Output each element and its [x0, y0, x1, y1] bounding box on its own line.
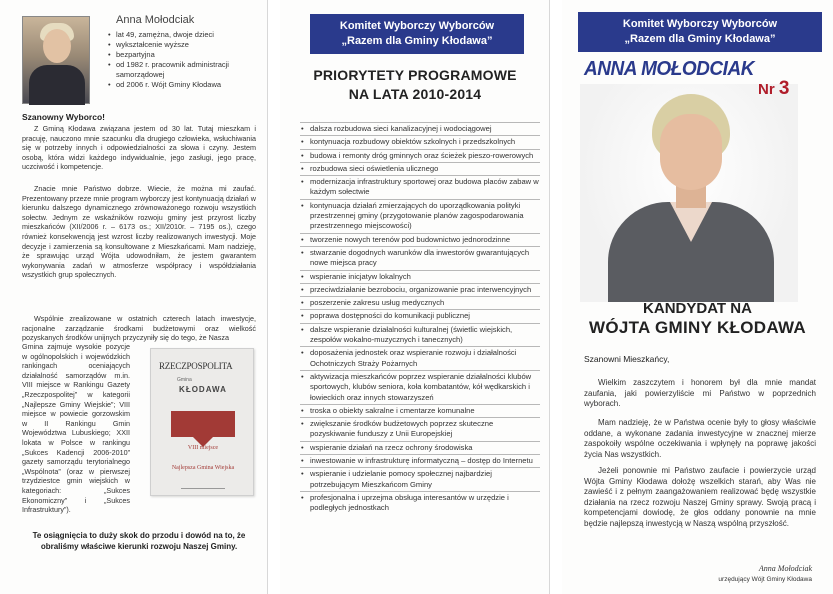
candidate-portrait	[580, 84, 798, 302]
priorities-title-line2: NA LATA 2010-2014	[348, 86, 482, 102]
committee-line2: „Razem dla Gminy Kłodawa”	[341, 35, 493, 47]
candidate-number-label: Nr	[758, 81, 775, 98]
bio-item: • bezpartyjna	[108, 50, 260, 60]
priority-item: • rozbudowa sieci oświetlenia ulicznego	[300, 162, 540, 175]
priority-item: • poprawa dostępności do komunikacji publicznej	[300, 309, 540, 322]
committee-banner	[578, 12, 822, 52]
priority-item: • wspieranie inicjatyw lokalnych	[300, 270, 540, 283]
committee-banner	[310, 14, 524, 54]
priority-item: • tworzenie nowych terenów pod budownictwo jednorodzinne	[300, 233, 540, 246]
candidate-title-line2: WÓJTA GMINY KŁODAWA	[589, 318, 806, 337]
priority-item: • dalsze wspieranie działalności kulturalnej (świetlic wiejskich, zespołów wokalno-muzycznych i tanecznych)	[300, 323, 540, 347]
letter-greeting: Szanowni Mieszkańcy,	[584, 354, 670, 364]
bio-item: • od 1982 r. pracownik administracji samorządowej	[108, 60, 260, 80]
priority-item: • dalsza rozbudowa sieci kanalizacyjnej i wodociągowej	[300, 122, 540, 135]
priority-item: • inwestowanie w infrastrukturę informatyczną – dostęp do Internetu	[300, 454, 540, 467]
priority-item: • stwarzanie dogodnych warunków dla inwestorów gwarantujących nowe miejsca pracy	[300, 246, 540, 270]
award-title: Najlepsza Gmina Wiejska	[171, 465, 235, 471]
priority-item: • wspieranie działań na rzecz ochrony środowiska	[300, 441, 540, 454]
ribbon-icon	[171, 411, 235, 437]
letter-paragraph: Znacie mnie Państwo dobrze. Wiecie, że można mi zaufać. Prezentowany przeze mnie program wyborczy jest kontynuacją działań w kierunku dalszego dynamicznego zrównoważonego rozwoju wszystkich sołectw. Jednym ze wskaźników rozwoju gminy jest przyrost liczby mieszkańców (XII/2006 r. – 6173 os.; XII/2010r. – 7195 os.), czego również konsekwencją jest wzrost liczby realizowanych inwestycji. Moje decyzje i zamierzenia są konsultowane z Mieszkańcami. Mam nadzieję, że sprawując urząd Wójta udowodniłam, że jestem gwarantem wykonywania zadań w atmosferze współpracy i współdziałania wszystkich grup społecznych.	[22, 184, 256, 280]
priority-item: • zwiększanie środków budżetowych poprzez skuteczne pozyskiwanie funduszy z Unii Europejskiej	[300, 417, 540, 441]
award-certificate	[150, 348, 254, 496]
priority-item: • wspieranie i udzielanie pomocy społecznej najbardziej potrzebującym Mieszkańcom Gminy	[300, 467, 540, 491]
bio-item: • lat 49, zamężna, dwoje dzieci	[108, 30, 260, 40]
committee-line1: Komitet Wyborczy Wyborców	[339, 20, 495, 32]
letter-paragraph-wrap: Gmina zajmuje wysokie pozycje w ogólnopolskich i wojewódzkich rankingach oceniających działalność samorządów m.in. VIII miejsce w Rankingu Gazety „Rzeczpospolitej” w kategorii „Najlepsze Gminy Wiejskie”; VIII miejsce w powiecie gorzowskim w II Rankingu Gmin Województwa Lubuskiego; XXII lokata w Polsce w rankingu „Sukces Kadencji 2006-2010” gazety samorządu terytorialnego „Wspólnota” (oraz w pierwszej trzydziestce gmin wiejskich w kategoriach: „Sukces Ekonomiczny” i „Sukces Infrastruktury”).	[22, 342, 130, 515]
letter-paragraph: Wielkim zaszczytem i honorem był dla mnie mandat zaufania, jaki powierzyliście mi Państwo w poprzednich wyborach.	[584, 378, 816, 408]
award-city: KŁODAWA	[179, 385, 227, 394]
priority-item: • kontynuacja rozbudowy obiektów szkolnych i przedszkolnych	[300, 135, 540, 148]
signature: Anna Mołodciak	[758, 564, 812, 573]
priority-item: • aktywizacja mieszkańców poprzez wspieranie działalności klubów sportowych, klubów seniora, koła kombatantów, kół wędkarskich i łowieckich oraz innych stowarzyszeń	[300, 370, 540, 404]
candidate-number	[758, 78, 789, 100]
award-subtitle: Gmina	[177, 377, 192, 383]
bio-item: • od 2006 r. Wójt Gminy Kłodawa	[108, 80, 260, 90]
award-signature-line	[181, 483, 225, 489]
priorities-title-line1: PRIORYTETY PROGRAMOWE	[313, 67, 517, 83]
letter-greeting: Szanowny Wyborco!	[22, 112, 105, 122]
priority-item: • troska o obiekty sakralne i cmentarze komunalne	[300, 404, 540, 417]
bio-item: • wykształcenie wyższe	[108, 40, 260, 50]
letter-paragraph: Z Gminą Kłodawa związana jestem od 30 lat. Tutaj mieszkam i pracuję, nauczono mnie szacunku dla drugiego człowieka, wsłuchiwania się w potrzeby innych i odpowiedzialności za słowa i czyny. Jestem osobą, która widzi każdego indywidualnie, jego zasługi, jego pracę, uczciwość i kompetencje.	[22, 124, 256, 172]
bio-name: Anna Mołodciak	[116, 14, 195, 26]
letter-paragraph: Wspólnie zrealizowane w ostatnich czterech latach inwestycje, racjonalne zarządzanie środkami budżetowymi oraz wielkość pozyskanych środków unijnych przyczyniły się do tego, że Nasza	[22, 314, 256, 343]
priority-item: • kontynuacja działań zmierzających do uporządkowania polityki przestrzennej gminy (przygotowanie planów zagospodarowania przestrzennego miejscowości)	[300, 199, 540, 233]
priority-item: • przeciwdziałanie bezrobociu, organizowanie prac interwencyjnych	[300, 283, 540, 296]
middle-panel	[280, 0, 550, 594]
letter-footer: Te osiągnięcia to duży skok do przodu i dowód na to, że obraliśmy właściwe kierunki rozwoju Naszej Gminy.	[32, 531, 246, 551]
candidate-number-value: 3	[778, 78, 790, 99]
candidate-title-line1: KANDYDAT NA	[643, 300, 752, 317]
priority-item: • profesjonalna i uprzejma obsługa interesantów w urzędzie i podległych jednostkach	[300, 491, 540, 515]
priority-item: • poszerzenie zakresu usług medycznych	[300, 296, 540, 309]
left-panel	[0, 0, 268, 594]
priority-item: • budowa i remonty dróg gminnych oraz ścieżek pieszo-rowerowych	[300, 149, 540, 162]
letter-paragraph: Jeżeli ponownie mi Państwo zaufacie i powierzycie urząd Wójta Gminy Kłodawa dołożę wszelkich starań, aby Was nie zawieść i z pełnym zaangażowaniem realizować będę wszystkie działania na rzecz rozwoju Naszej Gminy sprawy. Swoją pracą i kompetencjami dowiodę, że głos oddany ponownie na mnie będzie najlepszą inwestycją w Naszą wspólną przyszłość.	[584, 466, 816, 528]
priority-item: • doposażenia jednostek oraz wspieranie rozwoju i działalności Ochotniczych Straży Pożarnych	[300, 346, 540, 370]
award-logo: RZECZPOSPOLITA	[159, 361, 233, 371]
priority-item: • modernizacja infrastruktury sportowej oraz budowa placów zabaw w każdym sołectwie	[300, 175, 540, 199]
bio-list	[108, 30, 260, 90]
committee-line2: „Razem dla Gminy Kłodawa”	[624, 33, 776, 45]
candidate-name: ANNA MOŁODCIAK	[584, 58, 754, 80]
priorities-list	[300, 122, 540, 515]
letter-paragraph: Mam nadzieję, że w Państwa ocenie były to głosy właściwie oddane, a wykonane zadania inwestycyjne w znacznej mierze zaspokoiły wspólne oczekiwania i wpłynęły na poprawę jakości życia Nas wszystkich.	[584, 418, 816, 459]
award-place: VIII miejsce	[187, 445, 219, 451]
priorities-title	[300, 66, 530, 104]
candidate-photo-small	[22, 16, 90, 104]
committee-line1: Komitet Wyborczy Wyborców	[622, 18, 778, 30]
signature-role: urzędujący Wójt Gminy Kłodawa	[718, 576, 812, 583]
right-panel	[562, 0, 833, 594]
